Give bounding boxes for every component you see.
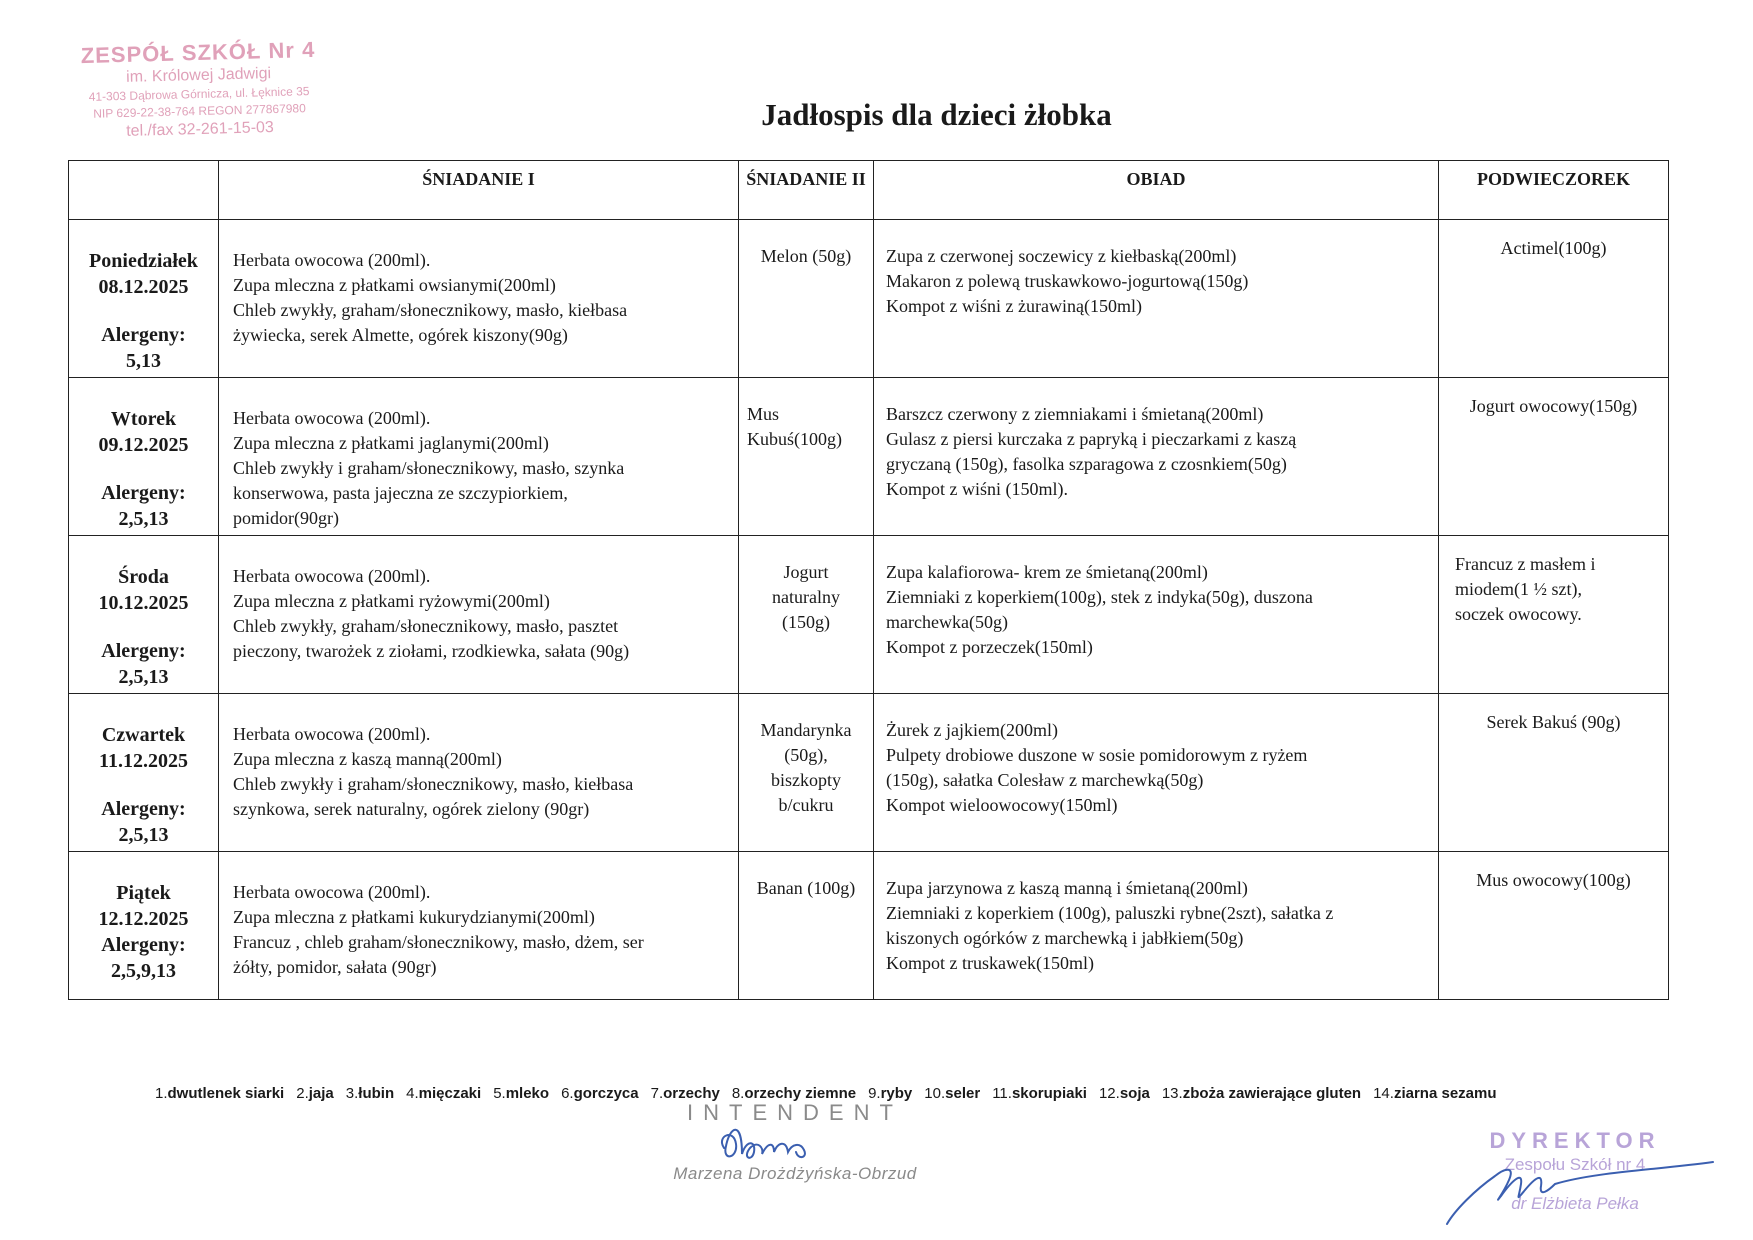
director-signature xyxy=(1445,1150,1715,1230)
legend-number: 9. xyxy=(868,1085,881,1102)
legend-item xyxy=(561,1080,639,1108)
intendent-stamp-title: INTENDENT xyxy=(687,1100,903,1125)
cell-line: Kompot z wiśni z żurawiną(150ml) xyxy=(886,296,1142,316)
cell-line: (150g), sałatka Colesław z marchewką(50g) xyxy=(886,770,1204,790)
cell-line: szynkowa, serek naturalny, ogórek zielony (90gr) xyxy=(233,799,590,819)
cell-line: pomidor(90gr) xyxy=(233,508,339,528)
breakfast-1-cell xyxy=(219,536,739,694)
cell-line: Jogurt xyxy=(783,562,829,582)
cell-line: Makaron z polewą truskawkowo-jogurtową(150g) xyxy=(886,271,1249,291)
cell-line: naturalny xyxy=(772,587,840,607)
legend-name: soja xyxy=(1119,1085,1150,1102)
school-stamp-patron: im. Królowej Jadwigi xyxy=(125,65,272,86)
cell-line: Zupa mleczna z płatkami kukurydzianymi(200ml) xyxy=(233,907,595,927)
cell-line: Jogurt owocowy(150g) xyxy=(1469,396,1638,416)
cell-line: Herbata owocowa (200ml). xyxy=(233,250,431,270)
legend-item xyxy=(1162,1080,1361,1108)
header-breakfast-1: ŚNIADANIE I xyxy=(219,161,739,220)
cell-line: Żurek z jajkiem(200ml) xyxy=(886,720,1058,740)
legend-number: 4. xyxy=(406,1085,419,1102)
allergen-values: 2,5,13 xyxy=(118,508,169,530)
day-cell xyxy=(69,852,219,1000)
school-stamp-address: 41-303 Dąbrowa Górnicza, ul. Łęknice 35 xyxy=(88,84,310,104)
allergen-values: 2,5,13 xyxy=(118,824,169,846)
cell-line: Kompot z porzeczek(150ml) xyxy=(886,637,1093,657)
header-day xyxy=(69,161,219,220)
legend-number: 14. xyxy=(1373,1085,1394,1102)
legend-item xyxy=(1099,1080,1150,1108)
cell-line: Kompot wieloowocowy(150ml) xyxy=(886,795,1118,815)
table-row xyxy=(69,694,1669,852)
cell-line: Mus owocowy(100g) xyxy=(1476,870,1631,890)
cell-line: gryczaną (150g), fasolka szparagowa z czosnkiem(50g) xyxy=(886,454,1287,474)
table-row xyxy=(69,220,1669,378)
day-date: 10.12.2025 xyxy=(98,592,189,614)
cell-line: Zupa kalafiorowa- krem ze śmietaną(200ml) xyxy=(886,562,1208,582)
lunch-cell xyxy=(874,852,1439,1000)
header-snack: PODWIECZOREK xyxy=(1439,161,1669,220)
cell-line: konserwowa, pasta jajeczna ze szczypiorkiem, xyxy=(233,483,568,503)
day-cell xyxy=(69,694,219,852)
cell-line: miodem(1 ½ szt), xyxy=(1455,579,1582,599)
cell-line: Zupa mleczna z płatkami jaglanymi(200ml) xyxy=(233,433,549,453)
table-header-row xyxy=(69,161,1669,220)
cell-line: Zupa z czerwonej soczewicy z kiełbaską(200ml) xyxy=(886,246,1237,266)
intendent-signature xyxy=(712,1118,822,1168)
legend-name: gorczyca xyxy=(573,1085,639,1102)
day-date: 09.12.2025 xyxy=(98,434,189,456)
legend-number: 1. xyxy=(155,1085,168,1102)
legend-item xyxy=(493,1080,549,1108)
cell-line: żółty, pomidor, sałata (90gr) xyxy=(233,957,437,977)
school-stamp-name: ZESPÓŁ SZKÓŁ Nr 4 xyxy=(80,36,316,69)
legend-name: mleko xyxy=(505,1085,550,1102)
cell-line: Actimel(100g) xyxy=(1500,238,1607,258)
cell-line: Zupa mleczna z kaszą manną(200ml) xyxy=(233,749,502,769)
legend-number: 5. xyxy=(493,1085,506,1102)
cell-line: Mandarynka xyxy=(760,720,852,740)
day-name: Wtorek xyxy=(110,408,177,430)
table-row xyxy=(69,536,1669,694)
day-name: Poniedziałek xyxy=(89,250,198,272)
breakfast-2-cell xyxy=(739,694,874,852)
legend-name: dwutlenek siarki xyxy=(167,1085,285,1102)
legend-number: 13. xyxy=(1161,1085,1183,1102)
cell-line: Zupa mleczna z płatkami ryżowymi(200ml) xyxy=(233,591,550,611)
day-name: Czwartek xyxy=(101,724,186,746)
legend-name: łubin xyxy=(358,1085,395,1102)
table-row xyxy=(69,378,1669,536)
cell-line: Herbata owocowa (200ml). xyxy=(233,566,431,586)
breakfast-2-cell xyxy=(739,220,874,378)
breakfast-2-cell xyxy=(739,378,874,536)
legend-number: 6. xyxy=(561,1085,574,1102)
legend-number: 11. xyxy=(992,1085,1012,1102)
day-name: Środa xyxy=(118,566,169,588)
legend-name: orzechy ziemne xyxy=(744,1085,857,1102)
menu-table xyxy=(68,160,1669,1000)
legend-number: 2. xyxy=(296,1085,309,1102)
day-name: Piątek xyxy=(116,882,171,904)
legend-item xyxy=(155,1080,284,1108)
legend-name: orzechy xyxy=(663,1085,720,1102)
breakfast-1-cell xyxy=(219,378,739,536)
cell-line: Kompot z wiśni (150ml). xyxy=(886,479,1068,499)
allergen-label: Alergeny: xyxy=(101,482,186,504)
allergen-label: Alergeny: xyxy=(101,934,186,956)
legend-name: ryby xyxy=(880,1085,913,1102)
cell-line: Kubuś(100g) xyxy=(747,429,842,449)
cell-line: marchewka(50g) xyxy=(886,612,1008,632)
legend-name: seler xyxy=(945,1085,981,1102)
table-row xyxy=(69,852,1669,1000)
cell-line: Mus xyxy=(747,404,780,424)
cell-line: Francuz , chleb graham/słonecznikowy, masło, dżem, ser xyxy=(233,932,644,952)
legend-item xyxy=(346,1080,394,1108)
day-cell xyxy=(69,378,219,536)
day-date: 12.12.2025 xyxy=(98,908,189,930)
cell-line: Banan (100g) xyxy=(756,878,856,898)
allergen-label: Alergeny: xyxy=(101,640,186,662)
intendent-stamp-name: Marzena Drożdżyńska-Obrzud xyxy=(673,1164,917,1183)
allergen-label: Alergeny: xyxy=(101,324,186,346)
legend-name: ziarna sezamu xyxy=(1393,1085,1497,1102)
cell-line: Gulasz z piersi kurczaka z papryką i pieczarkami z kaszą xyxy=(886,429,1297,449)
breakfast-2-cell xyxy=(739,852,874,1000)
cell-line: Herbata owocowa (200ml). xyxy=(233,724,431,744)
breakfast-1-cell xyxy=(219,694,739,852)
cell-line: Ziemniaki z koperkiem(100g), stek z indyka(50g), duszona xyxy=(886,587,1313,607)
legend-number: 8. xyxy=(731,1085,745,1102)
cell-line: Ziemniaki z koperkiem (100g), paluszki rybne(2szt), sałatka z xyxy=(886,903,1334,923)
cell-line: Melon (50g) xyxy=(760,246,852,266)
lunch-cell xyxy=(874,378,1439,536)
day-cell xyxy=(69,536,219,694)
legend-item xyxy=(406,1080,481,1108)
school-stamp-ids: NIP 629-22-38-764 REGON 277867980 xyxy=(93,101,306,121)
legend-number: 12. xyxy=(1098,1085,1120,1102)
cell-line: Zupa jarzynowa z kaszą manną i śmietaną(200ml) xyxy=(886,878,1248,898)
allergen-label: Alergeny: xyxy=(101,798,186,820)
school-stamp-phone: tel./fax 32-261-15-03 xyxy=(126,119,275,140)
page-title: Jadłospis dla dzieci żłobka xyxy=(761,97,1112,132)
director-stamp-title: DYREKTOR xyxy=(1489,1128,1661,1153)
day-date: 11.12.2025 xyxy=(99,750,188,772)
lunch-cell xyxy=(874,694,1439,852)
allergen-values: 5,13 xyxy=(126,350,161,372)
cell-line: b/cukru xyxy=(778,795,834,815)
snack-cell xyxy=(1439,694,1669,852)
cell-line: biszkopty xyxy=(771,770,841,790)
cell-line: Herbata owocowa (200ml). xyxy=(233,408,431,428)
cell-line: Chleb zwykły, graham/słonecznikowy, masło, pasztet xyxy=(233,616,619,636)
cell-line: Herbata owocowa (200ml). xyxy=(233,882,431,902)
legend-number: 3. xyxy=(345,1085,359,1102)
snack-cell xyxy=(1439,220,1669,378)
cell-line: Chleb zwykły i graham/słonecznikowy, masło, szynka xyxy=(233,458,625,478)
cell-line: soczek owocowy. xyxy=(1455,604,1582,624)
cell-line: kiszonych ogórków z marchewką i jabłkiem(50g) xyxy=(886,928,1244,948)
snack-cell xyxy=(1439,536,1669,694)
day-date: 08.12.2025 xyxy=(98,276,189,298)
allergen-values: 2,5,13 xyxy=(118,666,169,688)
cell-line: Kompot z truskawek(150ml) xyxy=(886,953,1094,973)
legend-item xyxy=(1373,1080,1496,1108)
cell-line: Serek Bakuś (90g) xyxy=(1486,712,1621,732)
cell-line: (50g), xyxy=(784,745,828,765)
director-stamp-name: dr Elżbieta Pełka xyxy=(1511,1194,1639,1213)
cell-line: Pulpety drobiowe duszone w sosie pomidorowym z ryżem xyxy=(886,745,1308,765)
legend-name: zboża zawierające gluten xyxy=(1182,1085,1362,1102)
director-stamp-school: Zespołu Szkół nr 4 xyxy=(1504,1155,1646,1174)
breakfast-1-cell xyxy=(219,220,739,378)
allergen-values: 2,5,9,13 xyxy=(111,960,176,982)
legend-item xyxy=(296,1080,334,1108)
lunch-cell xyxy=(874,220,1439,378)
legend-name: skorupiaki xyxy=(1011,1085,1087,1102)
cell-line: (150g) xyxy=(782,612,830,632)
cell-line: Chleb zwykły, graham/słonecznikowy, masło, kiełbasa xyxy=(233,300,628,320)
breakfast-1-cell xyxy=(219,852,739,1000)
header-lunch: OBIAD xyxy=(874,161,1439,220)
header-breakfast-2: ŚNIADANIE II xyxy=(739,161,874,220)
snack-cell xyxy=(1439,852,1669,1000)
legend-name: jaja xyxy=(308,1085,334,1102)
cell-line: żywiecka, serek Almette, ogórek kiszony(90g) xyxy=(233,325,568,345)
cell-line: pieczony, twarożek z ziołami, rzodkiewka, sałata (90g) xyxy=(233,641,630,661)
cell-line: Barszcz czerwony z ziemniakami i śmietaną(200ml) xyxy=(886,404,1264,424)
legend-item xyxy=(992,1080,1087,1108)
legend-name: mięczaki xyxy=(418,1085,482,1102)
legend-item xyxy=(924,1080,980,1108)
lunch-cell xyxy=(874,536,1439,694)
day-cell xyxy=(69,220,219,378)
legend-number: 7. xyxy=(650,1085,664,1102)
legend-number: 10. xyxy=(924,1085,946,1102)
cell-line: Chleb zwykły i graham/słonecznikowy, masło, kiełbasa xyxy=(233,774,634,794)
breakfast-2-cell xyxy=(739,536,874,694)
cell-line: Zupa mleczna z płatkami owsianymi(200ml) xyxy=(233,275,556,295)
cell-line: Francuz z masłem i xyxy=(1455,554,1596,574)
snack-cell xyxy=(1439,378,1669,536)
